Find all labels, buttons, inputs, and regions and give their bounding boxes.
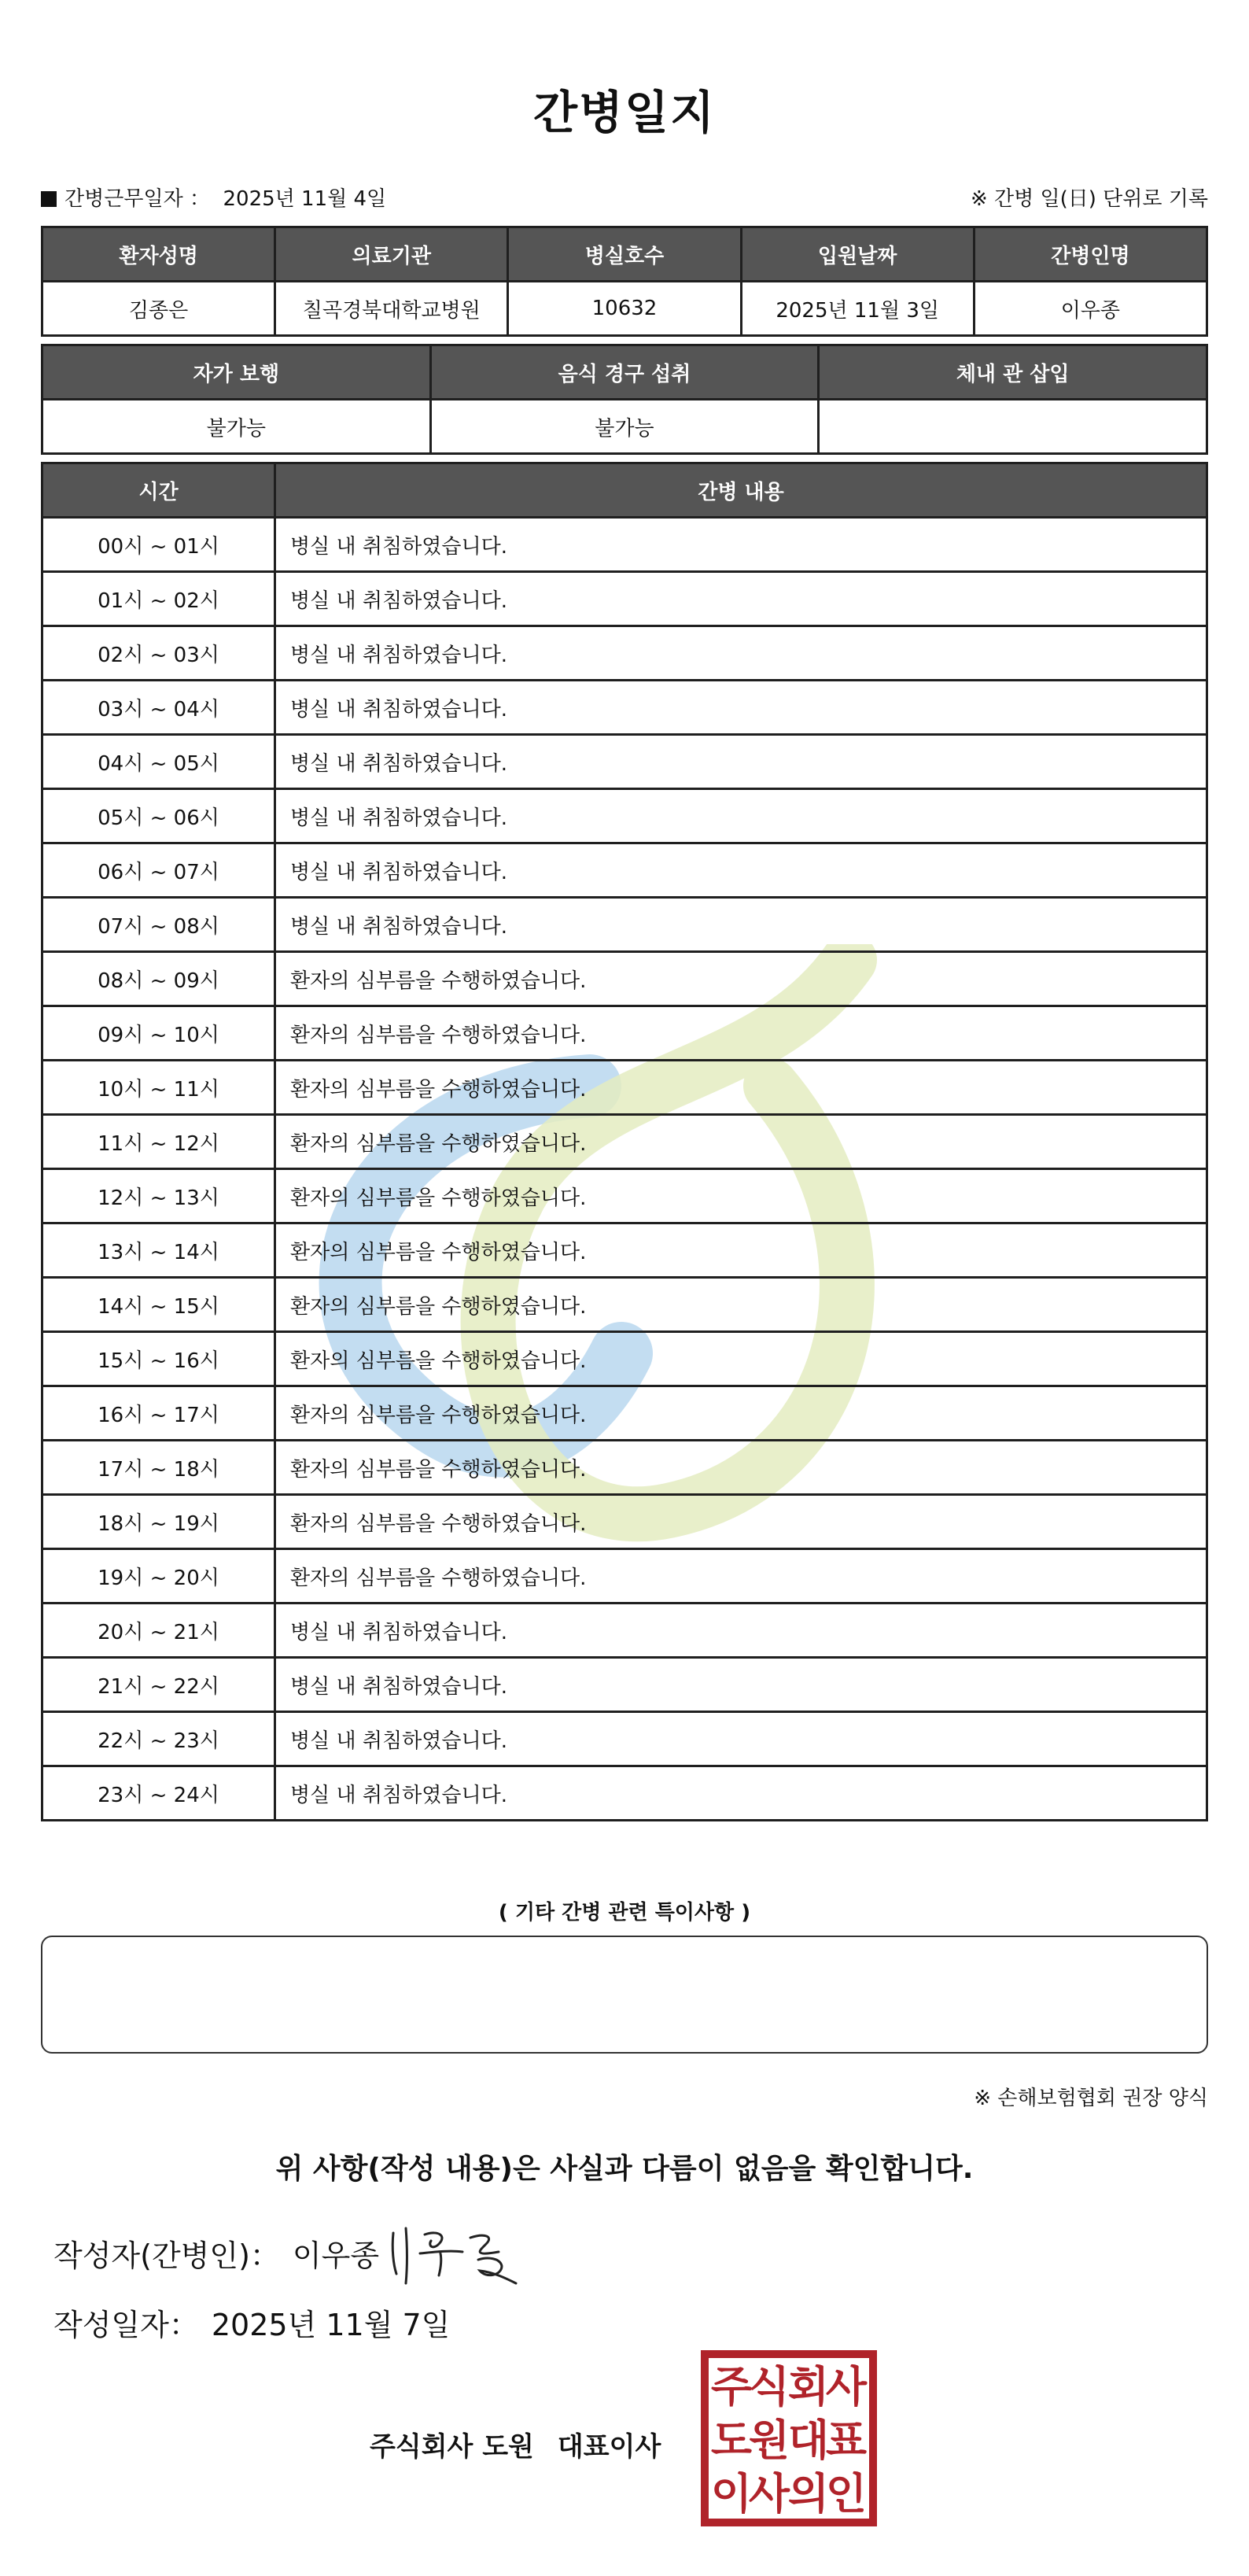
svg-text:도: 도 <box>710 2415 753 2465</box>
walking-header: 자가 보행 <box>42 345 431 400</box>
time-slot-cell: 03시 ~ 04시 <box>42 681 275 735</box>
table-row <box>42 1658 1207 1712</box>
table-row <box>42 518 1207 572</box>
care-content-cell: 병실 내 취침하였습니다. <box>275 1658 1207 1712</box>
handwritten-signature <box>384 2217 525 2288</box>
time-slot-cell: 02시 ~ 03시 <box>42 626 275 681</box>
time-slot-cell: 22시 ~ 23시 <box>42 1712 275 1766</box>
time-slot-cell: 23시 ~ 24시 <box>42 1766 275 1821</box>
care-content-cell: 병실 내 취침하였습니다. <box>275 1712 1207 1766</box>
time-slot-cell: 00시 ~ 01시 <box>42 518 275 572</box>
oral-intake-value: 불가능 <box>430 400 819 454</box>
care-content-cell: 환자의 심부름을 수행하였습니다. <box>275 952 1207 1006</box>
care-content-cell: 병실 내 취침하였습니다. <box>275 843 1207 898</box>
care-content-cell: 환자의 심부름을 수행하였습니다. <box>275 1549 1207 1604</box>
table-row <box>42 898 1207 952</box>
table-row <box>42 1441 1207 1495</box>
time-slot-cell: 08시 ~ 09시 <box>42 952 275 1006</box>
table-row <box>42 1332 1207 1386</box>
time-slot-cell: 07시 ~ 08시 <box>42 898 275 952</box>
time-slot-cell: 13시 ~ 14시 <box>42 1223 275 1278</box>
work-date-label: 간병근무일자 ： <box>64 187 210 211</box>
writer-line <box>53 2231 379 2275</box>
time-slot-cell: 14시 ~ 15시 <box>42 1278 275 1332</box>
tube-insertion-header: 체내 관 삽입 <box>819 345 1207 400</box>
time-slot-cell: 05시 ~ 06시 <box>42 789 275 843</box>
svg-text:표: 표 <box>825 2415 868 2465</box>
table-row <box>42 1169 1207 1223</box>
care-content-cell: 환자의 심부름을 수행하였습니다. <box>275 1441 1207 1495</box>
svg-text:이: 이 <box>710 2469 753 2519</box>
care-content-header: 간병 내용 <box>275 463 1207 518</box>
care-content-cell: 병실 내 취침하였습니다. <box>275 1604 1207 1658</box>
care-content-cell: 환자의 심부름을 수행하였습니다. <box>275 1115 1207 1169</box>
time-slot-cell: 01시 ~ 02시 <box>42 572 275 626</box>
write-date-line <box>53 2301 450 2344</box>
admission-date-value: 2025년 11월 3일 <box>741 282 974 336</box>
company-name: 주식회사 도원 <box>370 2431 534 2463</box>
admission-date-header: 입원날짜 <box>741 227 974 282</box>
time-header: 시간 <box>42 463 275 518</box>
table-row <box>42 789 1207 843</box>
remarks-title: ( 기타 간병 관련 특이사항 ) <box>498 1901 751 1925</box>
time-slot-cell: 19시 ~ 20시 <box>42 1549 275 1604</box>
time-slot-cell: 15시 ~ 16시 <box>42 1332 275 1386</box>
time-slot-cell: 06시 ~ 07시 <box>42 843 275 898</box>
hospital-value: 칠곡경북대학교병원 <box>275 282 508 336</box>
page-title: 간병일지 <box>532 86 717 139</box>
svg-text:사: 사 <box>825 2362 868 2412</box>
table-row <box>42 1278 1207 1332</box>
care-content-cell: 환자의 심부름을 수행하였습니다. <box>275 1061 1207 1115</box>
patient-info-table <box>41 226 1208 337</box>
company-seal-stamp <box>700 2349 878 2527</box>
time-slot-cell: 17시 ~ 18시 <box>42 1441 275 1495</box>
work-date-value: 2025년 11월 4일 <box>223 187 387 211</box>
care-content-cell: 병실 내 취침하였습니다. <box>275 1766 1207 1821</box>
time-slot-cell: 18시 ~ 19시 <box>42 1495 275 1549</box>
writer-label: 작성자(간병인)： <box>53 2238 280 2273</box>
table-row <box>42 681 1207 735</box>
room-header: 병실호수 <box>508 227 741 282</box>
care-content-cell: 환자의 심부름을 수행하였습니다. <box>275 1223 1207 1278</box>
patient-name-header: 환자성명 <box>42 227 275 282</box>
square-bullet-icon <box>41 191 57 207</box>
care-content-cell: 병실 내 취침하였습니다. <box>275 518 1207 572</box>
time-slot-cell: 04시 ~ 05시 <box>42 735 275 789</box>
caregiver-name-header: 간병인명 <box>974 227 1207 282</box>
record-unit-note: ※ 간병 일(日) 단위로 기록 <box>970 187 1208 211</box>
care-content-cell: 병실 내 취침하였습니다. <box>275 898 1207 952</box>
time-slot-cell: 11시 ~ 12시 <box>42 1115 275 1169</box>
care-content-cell: 병실 내 취침하였습니다. <box>275 626 1207 681</box>
table-row <box>42 1712 1207 1766</box>
table-row <box>42 1549 1207 1604</box>
time-slot-cell: 16시 ~ 17시 <box>42 1386 275 1441</box>
svg-text:인: 인 <box>825 2469 868 2519</box>
table-row <box>42 1006 1207 1061</box>
care-content-cell: 병실 내 취침하였습니다. <box>275 572 1207 626</box>
care-content-cell: 병실 내 취침하였습니다. <box>275 789 1207 843</box>
svg-text:의: 의 <box>787 2469 830 2519</box>
table-row <box>42 843 1207 898</box>
room-value: 10632 <box>508 282 741 336</box>
care-content-cell: 환자의 심부름을 수행하였습니다. <box>275 1332 1207 1386</box>
table-row <box>42 735 1207 789</box>
care-content-cell: 환자의 심부름을 수행하였습니다. <box>275 1386 1207 1441</box>
write-date-label: 작성일자： <box>53 2308 199 2342</box>
time-slot-cell: 12시 ~ 13시 <box>42 1169 275 1223</box>
patient-condition-table <box>41 344 1208 455</box>
svg-text:식: 식 <box>748 2362 790 2412</box>
table-row <box>42 1766 1207 1821</box>
oral-intake-header: 음식 경구 섭취 <box>430 345 819 400</box>
work-date-line <box>41 183 386 212</box>
caregiver-name-value: 이우종 <box>974 282 1207 336</box>
confirm-statement: 위 사항(작성 내용)은 사실과 다름이 없음을 확인합니다. <box>275 2153 974 2185</box>
writer-name: 이우종 <box>292 2238 380 2273</box>
svg-text:대: 대 <box>787 2415 830 2465</box>
representative-title: 대표이사 <box>557 2431 661 2463</box>
time-slot-cell: 09시 ~ 10시 <box>42 1006 275 1061</box>
care-content-cell: 환자의 심부름을 수행하였습니다. <box>275 1495 1207 1549</box>
remarks-box <box>41 1936 1208 2054</box>
table-row <box>42 1223 1207 1278</box>
patient-name-value: 김종은 <box>42 282 275 336</box>
svg-text:원: 원 <box>748 2415 790 2465</box>
table-row <box>42 952 1207 1006</box>
tube-insertion-value <box>819 400 1207 454</box>
table-row <box>42 1386 1207 1441</box>
care-content-cell: 환자의 심부름을 수행하였습니다. <box>275 1169 1207 1223</box>
table-row <box>42 1604 1207 1658</box>
svg-text:주: 주 <box>710 2362 753 2412</box>
table-row <box>42 1115 1207 1169</box>
care-content-cell: 환자의 심부름을 수행하였습니다. <box>275 1006 1207 1061</box>
time-slot-cell: 10시 ~ 11시 <box>42 1061 275 1115</box>
recommend-note: ※ 손해보험협회 권장 양식 <box>974 2087 1208 2110</box>
care-content-cell: 병실 내 취침하였습니다. <box>275 681 1207 735</box>
care-log-table <box>41 462 1208 1821</box>
table-row <box>42 626 1207 681</box>
hospital-header: 의료기관 <box>275 227 508 282</box>
table-row <box>42 572 1207 626</box>
time-slot-cell: 20시 ~ 21시 <box>42 1604 275 1658</box>
care-content-cell: 환자의 심부름을 수행하였습니다. <box>275 1278 1207 1332</box>
write-date-value: 2025년 11월 7일 <box>211 2308 451 2342</box>
table-row <box>42 1061 1207 1115</box>
time-slot-cell: 21시 ~ 22시 <box>42 1658 275 1712</box>
table-row <box>42 1495 1207 1549</box>
svg-text:회: 회 <box>787 2362 830 2412</box>
walking-value: 불가능 <box>42 400 431 454</box>
svg-text:사: 사 <box>748 2469 790 2519</box>
care-content-cell: 병실 내 취침하였습니다. <box>275 735 1207 789</box>
company-signature-line <box>370 2425 661 2463</box>
